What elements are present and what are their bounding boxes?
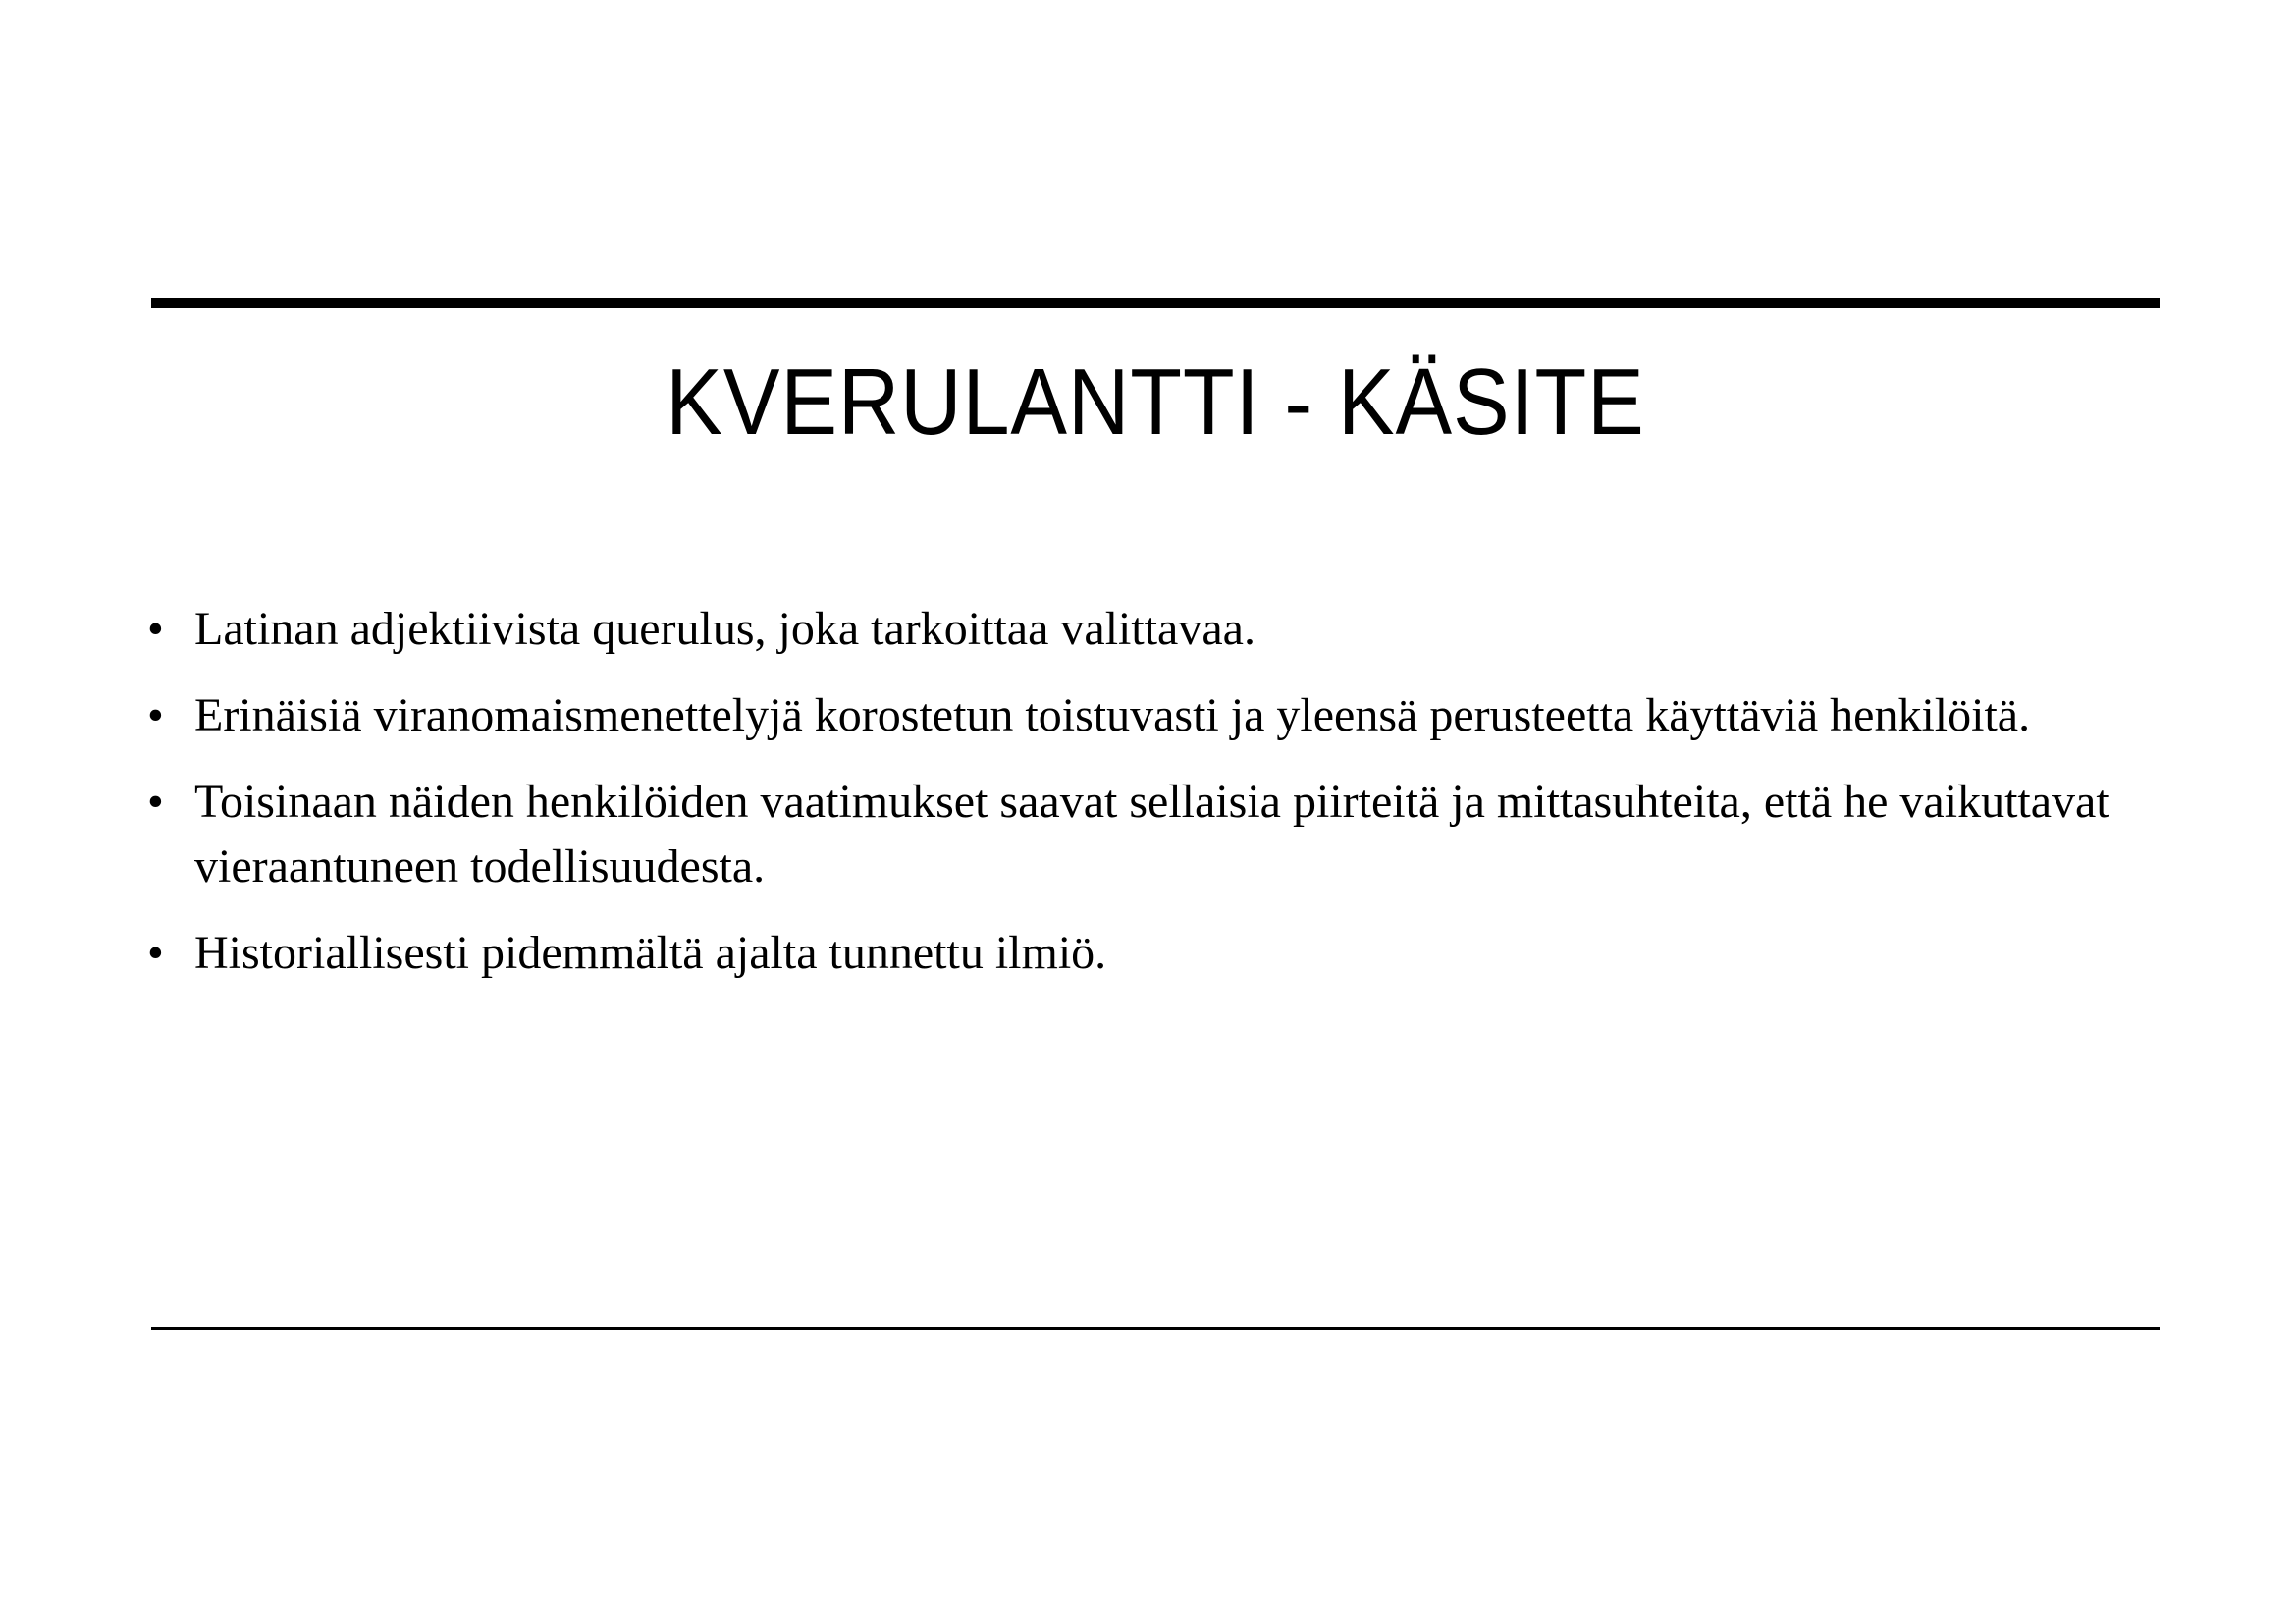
bullet-text: Toisinaan näiden henkilöiden vaatimukset saavat sellaisia piirteitä ja mittasuhteita, että he vaikuttavat vieraantuneen todellisuudesta. [194,776,2109,893]
bottom-divider-rule [151,1327,2160,1330]
bullet-item [147,683,2150,748]
bullet-text: Historiallisesti pidemmältä ajalta tunnettu ilmiö. [194,927,1107,979]
bullet-text: Latinan adjektiivista querulus, joka tarkoittaa valittavaa. [194,603,1255,655]
bullet-item [147,921,2150,986]
bullet-dot-icon: • [147,927,164,979]
bullet-dot-icon: • [147,603,164,655]
bullet-text: Erinäisiä viranomaismenettelyjä korostetun toistuvasti ja yleensä perusteetta käyttäviä henkilöitä. [194,689,2031,741]
bullet-list [147,597,2150,1007]
bullet-item [147,597,2150,662]
bullet-dot-icon: • [147,689,164,741]
bullet-item [147,770,2150,899]
slide-title: KVERULANTTI - KÄSITE [666,350,1645,455]
top-divider-rule [151,298,2160,308]
bullet-dot-icon: • [147,776,164,828]
